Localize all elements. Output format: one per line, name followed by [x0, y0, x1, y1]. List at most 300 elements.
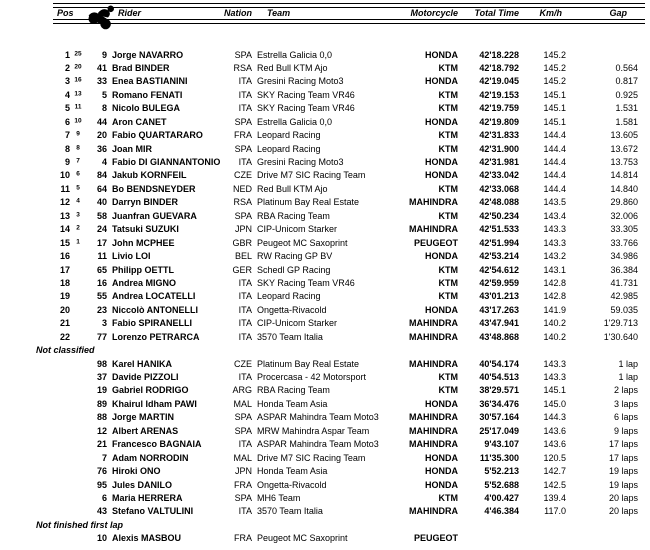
- team: Platinum Bay Real Estate: [257, 197, 360, 208]
- speed-kmh: 144.4: [543, 157, 566, 167]
- motorcycle: MAHINDRA: [409, 439, 458, 450]
- rider-name: Francesco BAGNAIA: [112, 439, 202, 450]
- team: RBA Racing Team: [257, 385, 330, 396]
- rider-name: Fabio DI GIANNANTONIO: [112, 157, 221, 167]
- team: ASPAR Mahindra Team Moto3: [257, 439, 379, 450]
- points: [70, 316, 86, 329]
- rider-name: Alexis MASBOU: [112, 533, 182, 544]
- team: 3570 Team Italia: [257, 506, 323, 517]
- rider-number: 88: [96, 412, 107, 423]
- total-time: 36'34.476: [479, 398, 519, 409]
- nation: SPA: [234, 492, 252, 503]
- team: Drive M7 SIC Racing Team: [257, 452, 366, 463]
- nation: ITA: [238, 372, 252, 382]
- position: 3: [64, 76, 70, 87]
- total-time: 9'43.107: [484, 439, 519, 450]
- gap: 17 laps: [608, 452, 638, 463]
- nation: BEL: [234, 251, 252, 262]
- gap: 36.384: [610, 264, 638, 275]
- rider-number: 17: [96, 237, 107, 248]
- result-row: [52, 129, 650, 142]
- nation: FRA: [234, 533, 252, 544]
- team: Red Bull KTM Ajo: [257, 62, 328, 73]
- speed-kmh: 143.4: [543, 210, 566, 221]
- position: 9: [64, 157, 70, 167]
- gap: 3 laps: [613, 398, 638, 409]
- position: [52, 465, 70, 478]
- position: 1: [64, 49, 70, 60]
- team: RBA Racing Team: [257, 210, 330, 221]
- speed-kmh: 145.2: [543, 49, 566, 60]
- gap: 1 lap: [618, 358, 638, 369]
- rider-name: Aron CANET: [112, 116, 167, 127]
- team: SKY Racing Team VR46: [257, 277, 355, 288]
- result-row: [52, 331, 650, 344]
- team: Drive M7 SIC Racing Team: [257, 170, 366, 181]
- position: 5: [64, 103, 70, 114]
- rider-number: 8: [101, 103, 107, 114]
- rider-number: 65: [96, 264, 107, 275]
- points: [70, 477, 86, 490]
- team: Red Bull KTM Ajo: [257, 183, 328, 194]
- rider-name: Joan MIR: [112, 143, 153, 154]
- result-row: [52, 62, 650, 75]
- result-row: [52, 438, 650, 451]
- points: [70, 490, 86, 503]
- total-time: 42'19.045: [479, 76, 519, 87]
- result-row: [52, 116, 650, 129]
- position: 19: [59, 291, 70, 302]
- total-time: 11'35.300: [479, 452, 519, 463]
- gap: 33.305: [610, 224, 638, 235]
- nation: SPA: [234, 116, 252, 127]
- motorcycle: KTM: [438, 492, 458, 503]
- rider-number: 4: [101, 157, 107, 167]
- total-time: 5'52.213: [484, 466, 519, 477]
- nation: RSA: [233, 62, 252, 73]
- points: [70, 437, 86, 450]
- result-row: [52, 411, 650, 424]
- total-time: 43'47.941: [479, 318, 519, 329]
- rider-name: Fabio SPIRANELLI: [112, 318, 193, 329]
- position: 8: [64, 143, 70, 154]
- nation: FRA: [234, 130, 252, 141]
- result-row: [52, 237, 650, 250]
- team: RW Racing GP BV: [257, 251, 333, 262]
- motorcycle: MAHINDRA: [409, 318, 458, 329]
- points: [70, 410, 86, 423]
- total-time: 42'18.228: [479, 49, 519, 60]
- result-row: [52, 492, 650, 505]
- motorcycle: MAHINDRA: [409, 412, 458, 423]
- header-nation: Nation: [224, 7, 252, 18]
- rider-number: 95: [96, 479, 107, 490]
- rider-name: Stefano VALTULINI: [112, 506, 194, 517]
- not-finished-first-lap-results: [0, 532, 650, 545]
- result-row: [52, 505, 650, 518]
- motorcycle: KTM: [438, 210, 458, 221]
- speed-kmh: 145.2: [543, 76, 566, 87]
- position: 13: [59, 210, 70, 221]
- rider-number: 76: [96, 466, 107, 477]
- section-label-not-classified: Not classified: [36, 345, 95, 356]
- position: [52, 358, 70, 371]
- rider-name: Maria HERRERA: [112, 492, 183, 503]
- gap: 17 laps: [608, 439, 638, 450]
- position: [52, 371, 70, 384]
- rider-number: 43: [96, 506, 107, 517]
- gap: 9 laps: [613, 425, 638, 436]
- motorcycle: HONDA: [425, 466, 458, 477]
- position: 17: [59, 264, 70, 275]
- speed-kmh: 143.2: [543, 251, 566, 262]
- points: 1: [76, 238, 80, 246]
- speed-kmh: 145.1: [543, 103, 566, 114]
- points: [70, 383, 86, 396]
- gap: [566, 532, 638, 545]
- result-row: [52, 465, 650, 478]
- team: Leopard Racing: [257, 143, 321, 154]
- motorcycle: PEUGEOT: [413, 533, 458, 544]
- total-time: 43'17.263: [479, 304, 519, 315]
- points: [70, 302, 86, 315]
- team: Ongetta-Rivacold: [257, 304, 327, 315]
- points: [70, 249, 86, 262]
- total-time: 42'19.809: [479, 116, 519, 127]
- position: 7: [64, 130, 70, 141]
- result-row: [52, 169, 650, 182]
- speed-kmh: 145.0: [543, 398, 566, 409]
- motorcycle: PEUGEOT: [413, 237, 458, 248]
- points: [70, 329, 86, 342]
- position: 14: [59, 224, 70, 235]
- total-time: 4'46.384: [484, 506, 519, 517]
- speed-kmh: 143.3: [543, 224, 566, 235]
- rider-number: 19: [96, 385, 107, 396]
- result-row: [52, 304, 650, 317]
- speed-kmh: 144.3: [543, 412, 566, 423]
- rider-number: 64: [96, 183, 107, 194]
- result-row: [52, 49, 650, 62]
- nation: ITA: [238, 304, 252, 315]
- points: 16: [74, 76, 82, 84]
- total-time: 4'00.427: [484, 492, 519, 503]
- rider-name: Bo BENDSNEYDER: [112, 183, 196, 194]
- gap: 1 lap: [618, 372, 638, 382]
- nation: CZE: [234, 170, 252, 181]
- motorcycle: HONDA: [425, 304, 458, 315]
- motorcycle: KTM: [438, 385, 458, 396]
- points: 6: [76, 170, 80, 178]
- gap: 13.753: [610, 157, 638, 167]
- rider-name: Albert ARENAS: [112, 425, 179, 436]
- speed-kmh: 145.1: [543, 116, 566, 127]
- position: 21: [59, 318, 70, 329]
- speed-kmh: 142.8: [543, 277, 566, 288]
- points: [70, 531, 86, 544]
- nation: CZE: [234, 358, 252, 369]
- gap: 29.860: [610, 197, 638, 208]
- gap: 59.035: [610, 304, 638, 315]
- rider-number: 5: [101, 89, 107, 100]
- rider-number: 3: [101, 318, 107, 329]
- points: [70, 275, 86, 288]
- points: 10: [74, 117, 82, 125]
- nation: FRA: [234, 479, 252, 490]
- total-time: 42'51.994: [479, 237, 519, 248]
- speed-kmh: 143.1: [543, 264, 566, 275]
- gap: [566, 49, 638, 62]
- nation: ITA: [238, 439, 252, 450]
- team: Ongetta-Rivacold: [257, 479, 327, 490]
- points: 9: [76, 130, 80, 138]
- motorcycle: KTM: [438, 143, 458, 154]
- gap: 14.840: [610, 183, 638, 194]
- speed-kmh: [519, 532, 566, 545]
- position: 4: [64, 89, 70, 100]
- gap: 20 laps: [608, 506, 638, 517]
- speed-kmh: 142.8: [543, 291, 566, 302]
- nation: SPA: [234, 49, 252, 60]
- position: [52, 398, 70, 411]
- result-row: [52, 290, 650, 303]
- position: 16: [59, 251, 70, 262]
- nation: SPA: [234, 412, 252, 423]
- speed-kmh: 117.0: [544, 506, 566, 517]
- result-row: [52, 317, 650, 330]
- header-team: Team: [267, 7, 291, 18]
- team: ASPAR Mahindra Team Moto3: [257, 412, 379, 423]
- rider-number: 9: [101, 49, 107, 60]
- total-time: 30'57.164: [479, 412, 519, 423]
- nation: ITA: [238, 506, 252, 517]
- position: [52, 425, 70, 438]
- result-row: [52, 196, 650, 209]
- rider-name: Juanfran GUEVARA: [112, 210, 197, 221]
- motorcycle: MAHINDRA: [409, 197, 458, 208]
- nation: ITA: [238, 318, 252, 329]
- gap: 41.731: [610, 277, 638, 288]
- rider-number: 58: [96, 210, 107, 221]
- speed-kmh: 145.2: [543, 62, 566, 73]
- gap: 0.925: [615, 89, 638, 100]
- rider-name: Andrea LOCATELLI: [112, 291, 196, 302]
- rider-name: Jules DANILO: [112, 479, 173, 490]
- rider-name: Brad BINDER: [112, 62, 170, 73]
- points: 11: [74, 103, 82, 111]
- header-rider: Rider: [118, 7, 142, 18]
- rider-name: Gabriel RODRIGO: [112, 385, 189, 396]
- rider-number: 98: [96, 358, 107, 369]
- motorcycle: HONDA: [425, 479, 458, 490]
- gap: 19 laps: [608, 479, 638, 490]
- motorcycle: HONDA: [425, 76, 458, 87]
- motorcycle: KTM: [438, 130, 458, 141]
- position: [52, 532, 70, 545]
- classified-results: [0, 49, 650, 345]
- speed-kmh: 143.3: [543, 358, 566, 369]
- gap: 32.006: [610, 210, 638, 221]
- rider-number: 55: [96, 291, 107, 302]
- position: [52, 505, 70, 518]
- rider-name: Romano FENATI: [112, 89, 183, 100]
- result-row: [52, 398, 650, 411]
- speed-kmh: 144.4: [543, 143, 566, 154]
- rider-name: Philipp OETTL: [112, 264, 174, 275]
- total-time: 5'52.688: [484, 479, 519, 490]
- total-time: 42'33.068: [479, 183, 519, 194]
- motorcycle: KTM: [438, 183, 458, 194]
- rider-name: Lorenzo PETRARCA: [112, 331, 200, 342]
- rider-name: Jakub KORNFEIL: [112, 170, 187, 181]
- position: [52, 452, 70, 465]
- motorcycle: KTM: [438, 264, 458, 275]
- team: MRW Mahindra Aspar Team: [257, 425, 370, 436]
- motorcycle: KTM: [438, 103, 458, 114]
- result-row: [52, 183, 650, 196]
- motorcycle: MAHINDRA: [409, 506, 458, 517]
- header-pos: Pos: [57, 7, 74, 18]
- points: [70, 423, 86, 436]
- total-time: 42'53.214: [479, 251, 519, 262]
- speed-kmh: 143.3: [543, 237, 566, 248]
- rider-number: 7: [101, 452, 107, 463]
- motorcycle: HONDA: [425, 452, 458, 463]
- position: 22: [59, 331, 70, 342]
- speed-kmh: 143.5: [543, 197, 566, 208]
- result-row: [52, 250, 650, 263]
- nation: ITA: [238, 331, 252, 342]
- rider-name: Adam NORRODIN: [112, 452, 189, 463]
- points: [70, 289, 86, 302]
- gap: 14.814: [610, 170, 638, 181]
- total-time: 42'31.981: [479, 157, 519, 167]
- rider-number: 84: [96, 170, 107, 181]
- motorcycle: MAHINDRA: [409, 331, 458, 342]
- team: Estrella Galicia 0,0: [257, 49, 333, 60]
- rider-name: John MCPHEE: [112, 237, 175, 248]
- motorcycle: KTM: [438, 277, 458, 288]
- position: 2: [64, 62, 70, 73]
- position: 6: [64, 116, 70, 127]
- motorcycle: HONDA: [425, 170, 458, 181]
- motorcycle: KTM: [438, 62, 458, 73]
- speed-kmh: 143.6: [543, 439, 566, 450]
- team: Gresini Racing Moto3: [257, 157, 344, 167]
- team: Leopard Racing: [257, 291, 321, 302]
- result-row: [52, 532, 650, 545]
- position: 20: [59, 304, 70, 315]
- points: [70, 464, 86, 477]
- rider-number: 12: [96, 425, 107, 436]
- points: 8: [76, 144, 80, 152]
- total-time: 42'19.153: [479, 89, 519, 100]
- position: [52, 479, 70, 492]
- nation: JPN: [234, 224, 252, 235]
- rider-name: Livio LOI: [112, 251, 151, 262]
- position: 12: [59, 197, 70, 208]
- motorcycle: MAHINDRA: [409, 425, 458, 436]
- rider-number: 40: [96, 197, 107, 208]
- rider-number: 24: [96, 224, 107, 235]
- rider-number: 20: [96, 130, 107, 141]
- points: 25: [74, 50, 82, 57]
- result-row: [52, 277, 650, 290]
- rider-number: 37: [96, 372, 107, 382]
- total-time: 42'51.533: [479, 224, 519, 235]
- rider-name: Davide PIZZOLI: [112, 372, 179, 382]
- not-classified-results: [0, 358, 650, 519]
- team: CIP-Unicom Starker: [257, 318, 338, 329]
- gap: 2 laps: [613, 385, 638, 396]
- position: 10: [59, 170, 70, 181]
- position: [52, 384, 70, 397]
- gap: 0.564: [615, 62, 638, 73]
- motorcycle: HONDA: [425, 157, 458, 167]
- points: 2: [76, 224, 80, 232]
- position: 15: [59, 237, 70, 248]
- nation: ITA: [238, 76, 252, 87]
- result-row: [52, 223, 650, 236]
- speed-kmh: 144.4: [543, 183, 566, 194]
- speed-kmh: 140.2: [543, 331, 566, 342]
- rider-number: 36: [96, 143, 107, 154]
- result-row: [52, 358, 650, 371]
- speed-kmh: 120.5: [543, 452, 566, 463]
- result-row: [52, 452, 650, 465]
- total-time: 42'33.042: [479, 170, 519, 181]
- table-header: [52, 8, 650, 20]
- team: Honda Team Asia: [257, 466, 328, 477]
- rider-number: 41: [96, 62, 107, 73]
- nation: GBR: [232, 237, 252, 248]
- speed-kmh: 145.1: [543, 89, 566, 100]
- rider-name: Niccolò ANTONELLI: [112, 304, 199, 315]
- speed-kmh: 145.1: [543, 385, 566, 396]
- rider-name: Darryn BINDER: [112, 197, 179, 208]
- team: Estrella Galicia 0,0: [257, 116, 333, 127]
- nation: RSA: [233, 197, 252, 208]
- result-row: [52, 156, 650, 169]
- speed-kmh: 142.7: [543, 466, 566, 477]
- rider-number: 33: [96, 76, 107, 87]
- nation: MAL: [233, 452, 252, 463]
- total-time: 42'59.959: [479, 277, 519, 288]
- header-motorcycle: Motorcycle: [410, 7, 458, 18]
- team: Schedl GP Racing: [257, 264, 331, 275]
- rider-name: Khairul Idham PAWI: [112, 398, 197, 409]
- team: Gresini Racing Moto3: [257, 76, 344, 87]
- rider-name: Jorge NAVARRO: [112, 49, 184, 60]
- team: CIP-Unicom Starker: [257, 224, 338, 235]
- nation: SPA: [234, 210, 252, 221]
- speed-kmh: 140.2: [543, 318, 566, 329]
- motorcycle: KTM: [438, 291, 458, 302]
- position: [52, 438, 70, 451]
- team: SKY Racing Team VR46: [257, 89, 355, 100]
- team: Platinum Bay Real Estate: [257, 358, 360, 369]
- position: [52, 492, 70, 505]
- rider-name: Fabio QUARTARARO: [112, 130, 203, 141]
- motorcycle: MAHINDRA: [409, 358, 458, 369]
- points: 5: [76, 184, 80, 192]
- nation: ITA: [238, 89, 252, 100]
- total-time: 38'29.571: [479, 385, 519, 396]
- total-time: 42'19.759: [479, 103, 519, 114]
- team: Peugeot MC Saxoprint: [257, 533, 348, 544]
- points: [70, 396, 86, 409]
- result-row: [52, 89, 650, 102]
